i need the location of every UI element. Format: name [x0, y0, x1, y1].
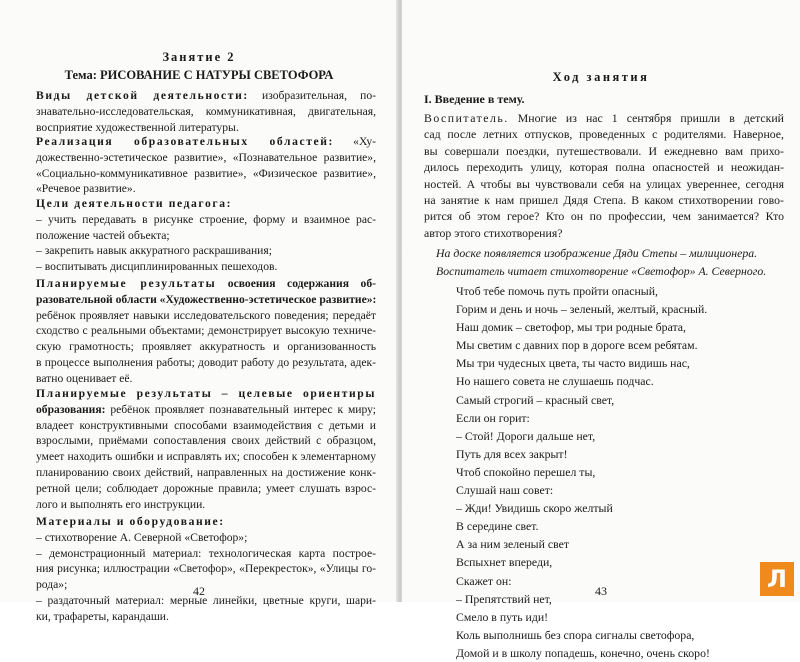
board-note: На доске появляется изображение Дяди Степы – милиционера. [436, 246, 758, 260]
poem-line: Наш домик – светофор, мы три родные брата, [456, 320, 686, 335]
poem [456, 282, 710, 662]
section-heading: I. Введение в тему. [424, 92, 525, 106]
page-number-right: 43 [595, 584, 607, 598]
publisher-logo-icon: Л [760, 562, 794, 596]
poem-line: – Стой! Дороги дальше нет, [456, 428, 596, 443]
poem-line: Самый строгий – красный свет, [456, 392, 615, 407]
poem-line: В середине свет. [456, 519, 539, 534]
page-number-left: 42 [193, 584, 205, 598]
activities-paragraph: Виды детской деятельности: изобразительная, по- знавательно-исследовательская, коммуникативная, двигательная, восприятие художественной литературы. [36, 89, 377, 134]
poem-line: – Препятствий нет, [456, 591, 552, 606]
lesson-number: Занятие 2 [162, 50, 236, 64]
poem-line: Мы три чудесных цвета, ты часто видишь нас, [456, 356, 690, 371]
poem-line: Но нашего совета не слушаешь подчас. [456, 374, 654, 389]
poem-line: Горим и день и ночь – зеленый, желтый, красный. [456, 302, 708, 317]
poem-line: – Жди! Увидишь скоро желтый [456, 501, 613, 516]
poem-line: Скажет он: [456, 573, 512, 588]
reading-note: Воспитатель читает стихотворение «Светофор» А. Северного. [436, 264, 767, 278]
poem-line: Слушай наш совет: [456, 483, 554, 498]
right-page [402, 0, 800, 660]
poem-line: Коль выполнишь без спора сигналы светофора, [456, 627, 695, 642]
intro-paragraph: Воспитатель. Многие из нас 1 сентября пришли в детский сад после летних отпусков, проведенных с родителями. Наверное, вы совершали поездки, путешествовали. И ежедневно вам прихо- дилось переходить улицу, которая полна опасностей и неожидан- ностей. А чтобы вы чувствовали себя на улицах увереннее, сегодня на занятие к нам пришел Дядя Степа. В каком стихотворении гово- рится об этом герое? Кто он по профессии, чем занимается? Кто автор этого стихотворения? [424, 111, 784, 240]
lesson-topic: Тема: РИСОВАНИЕ С НАТУРЫ СВЕТОФОРА [64, 68, 334, 82]
planned-results-paragraph: Планируемые результаты освоения содержания об- разовательной области «Художественно-эстетическое развитие»: ребёнок проявляет навыки исследовательского поведения; передаёт сходство с реальными объектами; демонстрирует высокую техниче- скую грамотность; проявляет аккуратность и организованность в процессе выполнения работы; доводит работу до результата, адек- ватно оценивает её. [36, 277, 377, 385]
poem-line: Если он горит: [456, 410, 530, 425]
target-results-paragraph: Планируемые результаты – целевые ориентиры образования: ребёнок проявляет познавательный интерес к миру; владеет конструктивными способами взаимодействия с детьми и взрослыми, приёмами сопоставления своих действий с образцом, умеет находить ошибки и исправлять их; способен к элементарному планированию своих действий, направленных на достижение конк- ретной цели; соблюдает дорожные правила; умеет слушать взрос- лого и выполнять его инструкции. [36, 387, 376, 511]
areas-paragraph: Реализация образовательных областей: «Ху- дожественно-эстетическое развитие», «Познавательное развитие», «Социально-коммуникативное развитие», «Физическое развитие», «Речевое развитие». [36, 135, 376, 196]
materials-paragraph: Материалы и оборудование: – стихотворение А. Северной «Светофор»; – демонстрационный материал: технологическая карта построе- ния рисунка; иллюстрации «Светофор», «Перекресток», «Улицы го- рода»; – раздаточный материал: мерные линейки, цветные круги, шари- ки, трафареты, карандаши. [36, 515, 376, 623]
speaker-label: Воспитатель. [424, 111, 509, 125]
poem-line: Путь для всех закрыт! [456, 446, 568, 461]
poem-line: Домой и в школу попадешь, конечно, очень скоро! [456, 645, 710, 660]
goals-heading: Цели деятельности педагога: [36, 197, 233, 210]
poem-line: А за ним зеленый свет [456, 537, 570, 552]
goals-paragraph: Цели деятельности педагога: – учить передавать в рисунке строение, форму и взаимное рас- положение частей объекта; – закрепить навык аккуратного раскрашивания; – воспитывать дисциплинированных пешеходов. [36, 197, 376, 274]
materials-heading: Материалы и оборудование: [36, 515, 225, 528]
poem-line: Чтоб спокойно перешел ты, [456, 464, 596, 479]
poem-line: Смело в путь иди! [456, 609, 549, 624]
poem-line: Чтоб тебе помочь путь пройти опасный, [456, 284, 658, 298]
poem-line: Мы светим с давних пор в дороге всем ребятам. [456, 338, 698, 353]
course-title: Ход занятия [552, 70, 650, 84]
left-page [0, 0, 398, 623]
poem-line: Вспыхнет впереди, [456, 555, 553, 570]
